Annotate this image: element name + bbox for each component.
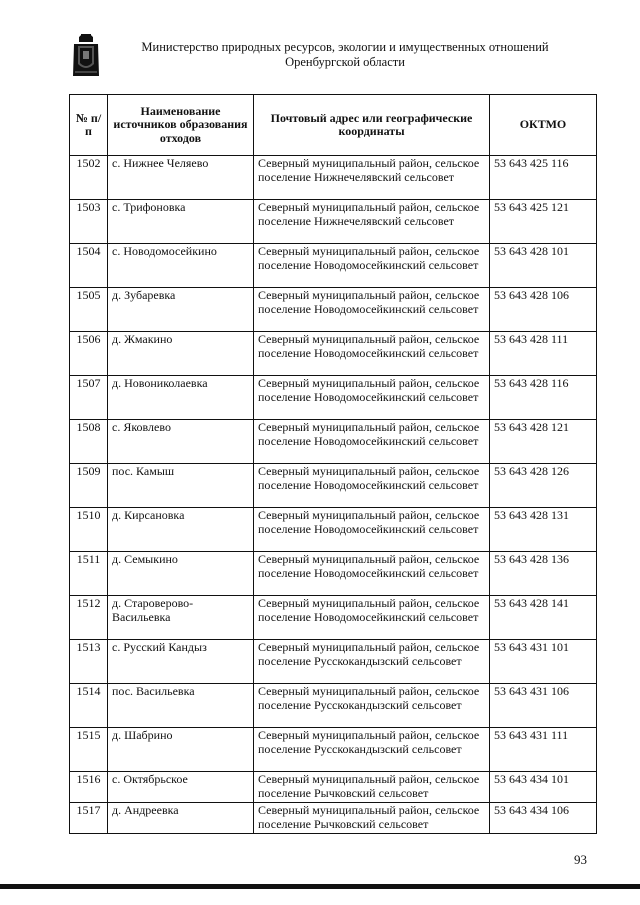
table-row (70, 420, 597, 464)
cell-oktmo: 53 643 428 101 (490, 244, 597, 288)
cell-name: д. Семыкино (108, 552, 254, 596)
page-number: 93 (574, 852, 587, 867)
cell-name: пос. Васильевка (108, 684, 254, 728)
cell-address: Северный муниципальный район, сельское поселение Русскокандызский сельсовет (254, 728, 490, 772)
table-body (70, 156, 597, 834)
cell-oktmo: 53 643 431 111 (490, 728, 597, 772)
table-row (70, 803, 597, 834)
cell-address: Северный муниципальный район, сельское поселение Новодомосейкинский сельсовет (254, 288, 490, 332)
cell-name: с. Яковлево (108, 420, 254, 464)
cell-name: д. Зубаревка (108, 288, 254, 332)
cell-num: 1506 (70, 332, 108, 376)
column-header-address: Почтовый адрес или географические координаты (254, 95, 490, 156)
table-row (70, 508, 597, 552)
ministry-line-2: Оренбургской области (285, 55, 405, 69)
table-row (70, 464, 597, 508)
column-header-oktmo: ОКТМО (490, 95, 597, 156)
cell-oktmo: 53 643 428 136 (490, 552, 597, 596)
cell-name: д. Шабрино (108, 728, 254, 772)
cell-num: 1511 (70, 552, 108, 596)
cell-num: 1514 (70, 684, 108, 728)
table-row (70, 376, 597, 420)
cell-num: 1512 (70, 596, 108, 640)
table-row (70, 728, 597, 772)
cell-address: Северный муниципальный район, сельское поселение Рычковский сельсовет (254, 803, 490, 834)
cell-address: Северный муниципальный район, сельское поселение Новодомосейкинский сельсовет (254, 596, 490, 640)
table-row (70, 244, 597, 288)
cell-oktmo: 53 643 434 106 (490, 803, 597, 834)
cell-name: д. Жмакино (108, 332, 254, 376)
cell-oktmo: 53 643 428 126 (490, 464, 597, 508)
cell-oktmo: 53 643 425 121 (490, 200, 597, 244)
waste-sources-table (69, 94, 597, 834)
cell-num: 1505 (70, 288, 108, 332)
cell-name: с. Октябрьское (108, 772, 254, 803)
cell-oktmo: 53 643 425 116 (490, 156, 597, 200)
cell-num: 1503 (70, 200, 108, 244)
cell-num: 1517 (70, 803, 108, 834)
cell-num: 1513 (70, 640, 108, 684)
table-row (70, 772, 597, 803)
cell-oktmo: 53 643 428 116 (490, 376, 597, 420)
cell-name: с. Нижнее Челяево (108, 156, 254, 200)
cell-address: Северный муниципальный район, сельское поселение Новодомосейкинский сельсовет (254, 508, 490, 552)
cell-oktmo: 53 643 431 101 (490, 640, 597, 684)
footer-rule (0, 884, 640, 889)
table-row (70, 156, 597, 200)
cell-num: 1510 (70, 508, 108, 552)
cell-num: 1515 (70, 728, 108, 772)
cell-oktmo: 53 643 428 141 (490, 596, 597, 640)
cell-num: 1516 (70, 772, 108, 803)
table-row (70, 684, 597, 728)
ministry-title (130, 40, 560, 70)
cell-address: Северный муниципальный район, сельское поселение Новодомосейкинский сельсовет (254, 332, 490, 376)
table-header-row (70, 95, 597, 156)
table-row (70, 200, 597, 244)
cell-oktmo: 53 643 428 131 (490, 508, 597, 552)
cell-num: 1502 (70, 156, 108, 200)
cell-address: Северный муниципальный район, сельское поселение Новодомосейкинский сельсовет (254, 552, 490, 596)
cell-address: Северный муниципальный район, сельское поселение Новодомосейкинский сельсовет (254, 376, 490, 420)
cell-name: с. Новодомосейкино (108, 244, 254, 288)
cell-oktmo: 53 643 428 111 (490, 332, 597, 376)
cell-address: Северный муниципальный район, сельское поселение Нижнечелявский сельсовет (254, 156, 490, 200)
cell-num: 1504 (70, 244, 108, 288)
cell-address: Северный муниципальный район, сельское поселение Рычковский сельсовет (254, 772, 490, 803)
cell-name: с. Трифоновка (108, 200, 254, 244)
cell-name: с. Русский Кандыз (108, 640, 254, 684)
table-row (70, 552, 597, 596)
table-row (70, 640, 597, 684)
cell-oktmo: 53 643 428 121 (490, 420, 597, 464)
cell-address: Северный муниципальный район, сельское поселение Русскокандызский сельсовет (254, 684, 490, 728)
cell-name: д. Новониколаевка (108, 376, 254, 420)
cell-address: Северный муниципальный район, сельское поселение Новодомосейкинский сельсовет (254, 464, 490, 508)
cell-oktmo: 53 643 434 101 (490, 772, 597, 803)
cell-address: Северный муниципальный район, сельское поселение Новодомосейкинский сельсовет (254, 244, 490, 288)
table-row (70, 332, 597, 376)
cell-oktmo: 53 643 431 106 (490, 684, 597, 728)
cell-num: 1509 (70, 464, 108, 508)
ministry-line-1: Министерство природных ресурсов, экологии и имущественных отношений (141, 40, 549, 54)
cell-address: Северный муниципальный район, сельское поселение Новодомосейкинский сельсовет (254, 420, 490, 464)
cell-num: 1507 (70, 376, 108, 420)
document-header (0, 0, 640, 90)
coat-of-arms-icon (72, 34, 100, 78)
cell-name: д. Староверово-Васильевка (108, 596, 254, 640)
cell-name: д. Андреевка (108, 803, 254, 834)
cell-name: пос. Камыш (108, 464, 254, 508)
column-header-name: Наименование источников образования отходов (108, 95, 254, 156)
table-row (70, 596, 597, 640)
cell-oktmo: 53 643 428 106 (490, 288, 597, 332)
cell-num: 1508 (70, 420, 108, 464)
column-header-num: № п/п (70, 95, 108, 156)
table-row (70, 288, 597, 332)
cell-name: д. Кирсановка (108, 508, 254, 552)
cell-address: Северный муниципальный район, сельское поселение Русскокандызский сельсовет (254, 640, 490, 684)
cell-address: Северный муниципальный район, сельское поселение Нижнечелявский сельсовет (254, 200, 490, 244)
